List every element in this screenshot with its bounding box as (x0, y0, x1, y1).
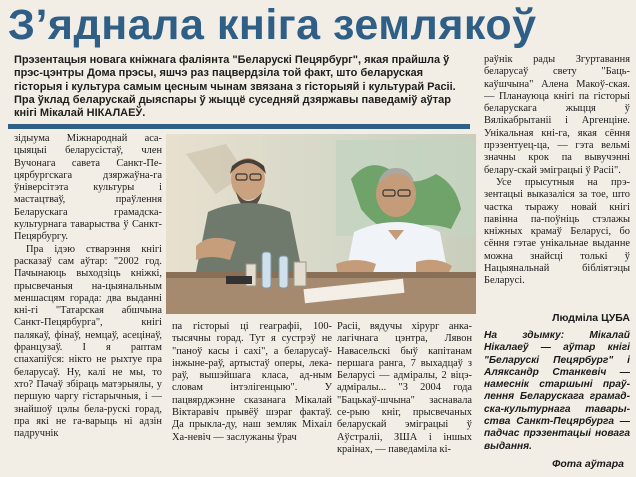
article-column-2 (172, 321, 332, 477)
photo-credit: Фота аўтара (552, 458, 624, 470)
article-column-3 (337, 321, 472, 477)
lead-paragraph: Прэзентацыя новага кніжнага фаліянта "Беларускі Пецярбург", якая прайшла ў прэс-цэнтры Дома прэсы, яшчэ раз пацвердзіла той факт, што беларуская гісторыя і культура самым цесным чынам звязана з гісторыяй і культурай Расіі. Пра ўклад беларускай дыяспары ў жыццё суседняй дзяржавы паведаміў аўтар кнігі Мікалай НІКАЛАЕЎ. (14, 54, 456, 120)
column-1-paragraph-1: зідыума Міжнароднай аса-цыяцыі беларусістаў, член Вучонага савета Санкт-Пе-цярбургскага дзяржаўна-га ўніверсітэта культуры і мастацтваў, праўлення Беларускага грамадска-культурнага таварыства ў Санкт-Пецярбургу. (14, 133, 162, 243)
article-column-1 (14, 133, 162, 477)
caption-text: Мікалай Нікалаеў — аўтар кнігі "Беларускі Пецярбург" і Аляксандр Станкевіч — намеснік старшыні праў-лення Беларускага грамад-ска-культурнага тавары-ства Санкт-Пецярбурга — падчас прэзентацыі новага выдання. (484, 330, 630, 452)
author-byline: Людміла ЦУБА (552, 312, 630, 324)
column-1-paragraph-2: Пра ідэю стварэння кнігі расказаў сам аўтар: "2002 год. Пачынаюць выходзіць кніжкі, прысвечаныя на-цыянальным меншасцям горада: два выданні кні-гі "Татарская абшчына Санкт-Пецярбурга", кнігі палякаў, фінаў, немцаў, асецінаў, французаў. І я раптам спахапіўся: нікто не рыхтуе пра беларусаў. Ну, калі не мы, то хто? Пачаў збіраць матэрыялы, у першую чаргу гістарычныя, і — знайшоў цэлы бела-рускі горад, пра які не га-варыць ні адзін падручнік (14, 243, 162, 440)
column-3-paragraph: Расіі, вядучы хірург анка-лагічнага цэнтра, Лявон Навасельскі быў капітанам першага ранга, 7 выхадцаў з Беларусі — адміралы, 2 віцэ-адміралы... "З 2004 года "Бацькаў-шчына" заснавала се-рыю кніг, прысвечаных беларускай эміграцыі ў Аўстраліі, ЗША і іншых краінах, — паведаміла кі- (337, 321, 472, 455)
lead-rule (8, 124, 470, 129)
headline: З’яднала кніга землякоў (8, 1, 537, 49)
column-4-paragraph-2: Усе прысутныя на прэ-зентацыі выказаліся за тое, што частка тыражу новай кнігі павінна па-поўніць стэлажы кніжных крамаў Беларусі, бо сёння гэтае унікальнае выданне можна знайсці толькі ў Нацыянальнай бібліятэцы Беларусі. (484, 176, 630, 287)
press-conference-photo (166, 134, 476, 314)
article-column-4 (484, 54, 630, 310)
photo-caption (484, 330, 630, 456)
caption-label: На здымку: (484, 330, 565, 341)
column-2-paragraph: па гісторыі ці геаграфіі, 100-тысячны горад. Тут я сустрэў не "паноў касы і сахі", а беларусаў-інжыне-раў, артыстаў оперы, лека-раў, вышэйшага класа, ад-ным словам інтэлігенцыю". У пацвярджэнне сказанага Мікалай Віктаравіч прывёў шэраг фактаў. Да прыкла-ду, наш земляк Міхаіл Ха-невіч — заслужаны ўрач (172, 321, 332, 443)
column-4-paragraph-1: раўнік рады Згуртавання беларусаў свету "Баць-каўшчына" Алена Макоў-ская. — Планауюца кнігі па гісторыі беларускага жыцця ў Вялікабрытаніі і Аргенціне. Унікальная кні-га, якая сёння прэзентуец-ца, — гэта вельмі значны крок па вывучэнні белару-скай эміграцыі ў Расіі". (484, 54, 630, 176)
